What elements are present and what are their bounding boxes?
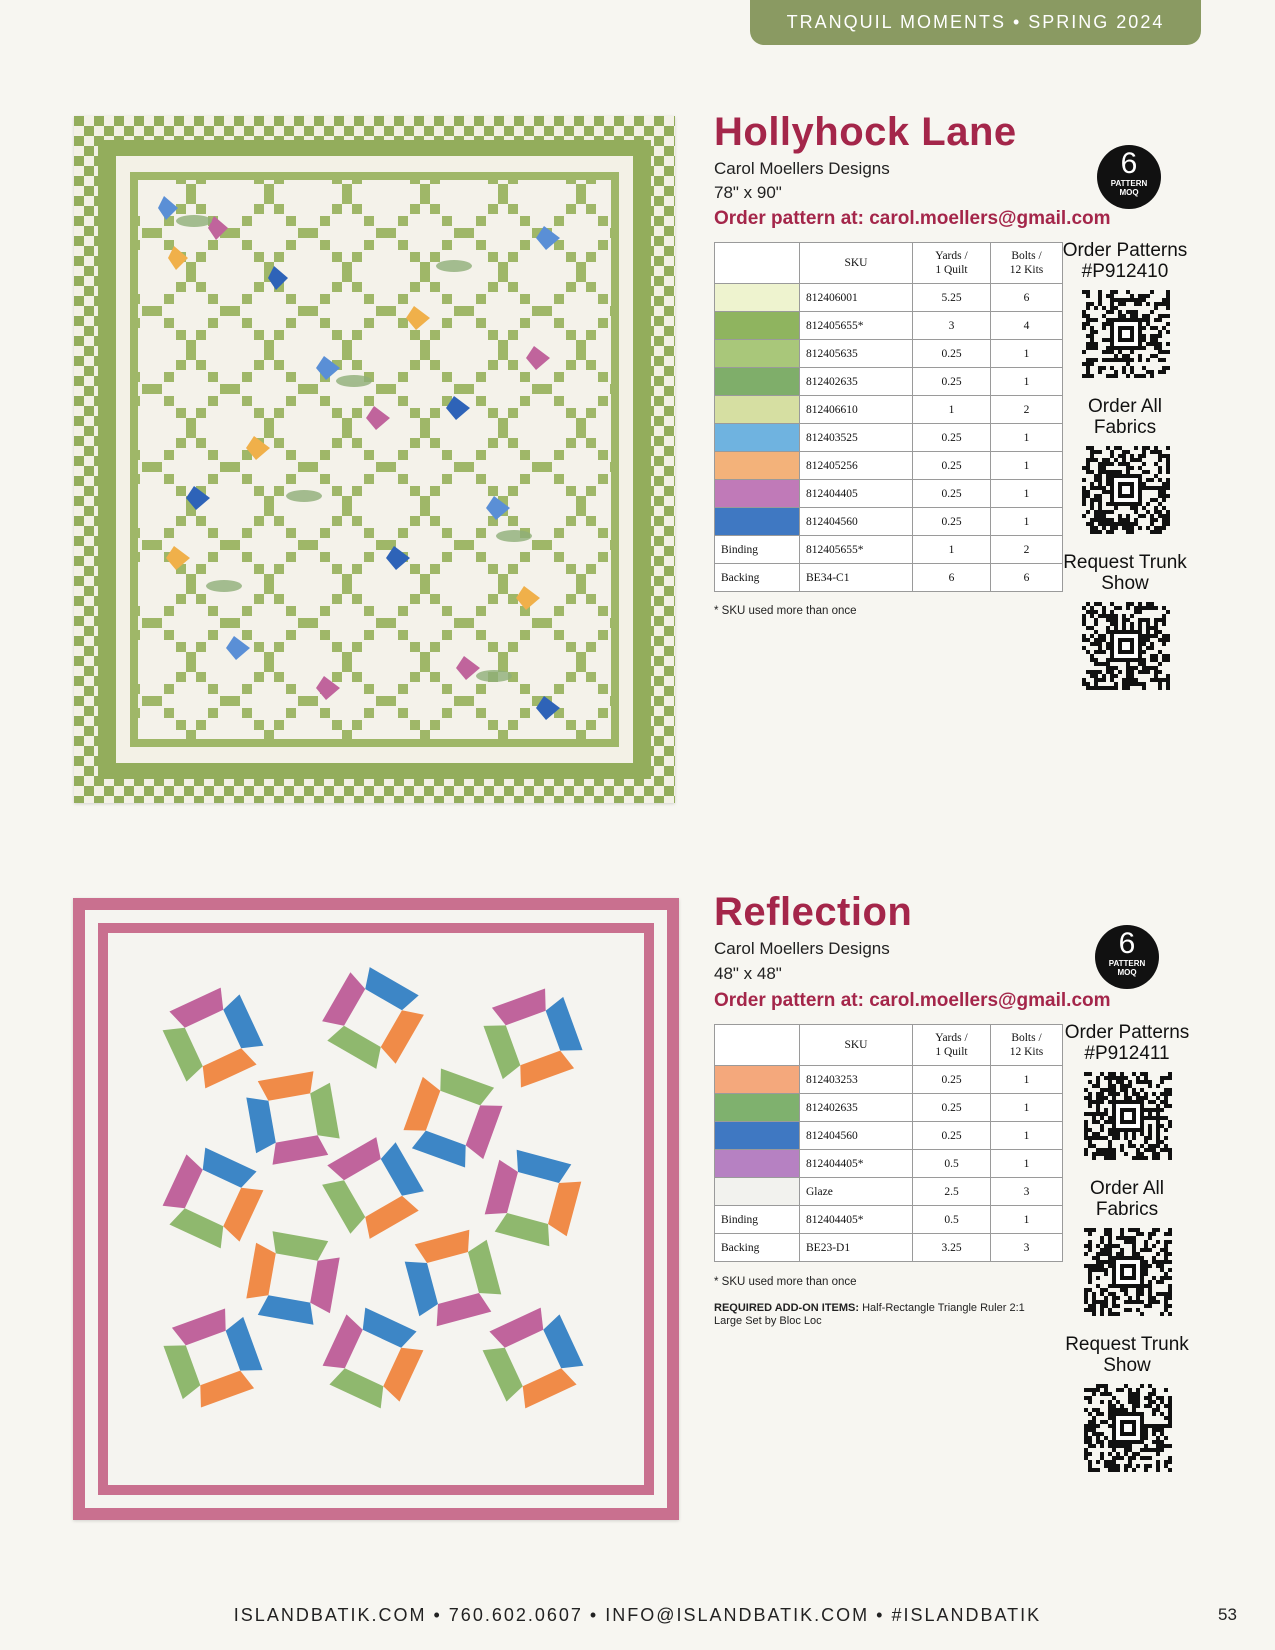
fabric-swatch <box>715 1122 800 1150</box>
table-row <box>715 508 1063 536</box>
yards-cell: 1 <box>913 396 991 424</box>
table-row <box>715 1094 1063 1122</box>
yards-cell: 5.25 <box>913 284 991 312</box>
bolts-header <box>991 243 1063 284</box>
bolts-cell: 1 <box>991 1206 1063 1234</box>
request-trunk-show-label <box>1060 552 1190 594</box>
fabric-swatch <box>715 368 800 396</box>
bolts-cell: 1 <box>991 1150 1063 1178</box>
trunk-show-text: Show <box>1101 573 1149 594</box>
yards-cell: 0.25 <box>913 508 991 536</box>
row-label: Backing <box>715 1234 800 1262</box>
sku-cell: 812405256 <box>800 452 913 480</box>
table-row <box>715 424 1063 452</box>
sku-cell: 812406610 <box>800 396 913 424</box>
fabric-swatch <box>715 312 800 340</box>
order-all-fabrics-label <box>1062 1178 1192 1220</box>
order-fabrics-text: Order All <box>1088 396 1162 417</box>
table-row <box>715 1066 1063 1094</box>
yards-cell: 0.25 <box>913 452 991 480</box>
fabric-swatch <box>715 1150 800 1178</box>
table-row <box>715 284 1063 312</box>
fabric-swatch <box>715 1094 800 1122</box>
moq-label: PATTERN <box>1108 959 1146 968</box>
row-label: Binding <box>715 536 800 564</box>
bolts-cell: 2 <box>991 396 1063 424</box>
moq-label: MOQ <box>1117 968 1137 977</box>
sku-cell: 812402635 <box>800 368 913 396</box>
pattern-title: Reflection <box>714 890 913 934</box>
sku-cell: 812405655* <box>800 312 913 340</box>
fabric-swatch <box>715 424 800 452</box>
bolts-header-line: Bolts / <box>1011 250 1042 262</box>
yards-cell: 2.5 <box>913 1178 991 1206</box>
bolts-cell: 1 <box>991 480 1063 508</box>
order-patterns-qr-code[interactable] <box>1084 1072 1172 1160</box>
bolts-cell: 6 <box>991 284 1063 312</box>
table-header-row <box>715 1025 1063 1066</box>
table-row <box>715 1234 1063 1262</box>
yards-cell: 0.25 <box>913 1094 991 1122</box>
bolts-header-line: Bolts / <box>1011 1032 1042 1044</box>
fabric-swatch <box>715 508 800 536</box>
order-patterns-qr-code[interactable] <box>1082 290 1170 378</box>
fabric-swatch <box>715 284 800 312</box>
table-row <box>715 1150 1063 1178</box>
yards-cell: 0.25 <box>913 340 991 368</box>
order-patterns-text: Order Patterns <box>1064 1022 1190 1043</box>
pattern-moq-badge <box>1097 145 1161 209</box>
fabric-swatch <box>715 1066 800 1094</box>
yards-cell: 6 <box>913 564 991 592</box>
yards-cell: 3 <box>913 312 991 340</box>
pattern-size: 78" x 90" <box>714 183 782 202</box>
sku-cell: 812402635 <box>800 1094 913 1122</box>
order-pattern-email[interactable]: Order pattern at: carol.moellers@gmail.com <box>714 990 1111 1011</box>
order-patterns-label <box>1060 240 1190 282</box>
order-fabrics-qr-code[interactable] <box>1084 1228 1172 1316</box>
required-add-on-items <box>714 1302 1044 1328</box>
bolts-cell: 6 <box>991 564 1063 592</box>
page-number: 53 <box>1218 1605 1237 1624</box>
order-all-fabrics-label <box>1060 396 1190 438</box>
bolts-cell: 1 <box>991 508 1063 536</box>
table-row <box>715 396 1063 424</box>
yards-cell: 0.25 <box>913 424 991 452</box>
bolts-header <box>991 1025 1063 1066</box>
yards-cell: 0.5 <box>913 1206 991 1234</box>
sku-footnote: * SKU used more than once <box>714 605 857 617</box>
order-fabrics-text: Fabrics <box>1095 1199 1159 1220</box>
pattern-number: #P912411 <box>1084 1043 1170 1064</box>
sku-header: SKU <box>800 243 913 284</box>
moq-label: PATTERN <box>1110 179 1148 188</box>
pattern-title: Hollyhock Lane <box>714 110 1017 154</box>
bolts-header-line: 12 Kits <box>1009 1046 1044 1058</box>
order-fabrics-qr-code[interactable] <box>1082 446 1170 534</box>
fabric-swatch <box>715 1178 800 1206</box>
order-fabrics-text: Order All <box>1090 1178 1164 1199</box>
moq-label: MOQ <box>1119 188 1139 197</box>
sku-cell: 812406001 <box>800 284 913 312</box>
table-row <box>715 1178 1063 1206</box>
sku-header: SKU <box>800 1025 913 1066</box>
order-pattern-email[interactable]: Order pattern at: carol.moellers@gmail.com <box>714 208 1111 229</box>
bolts-cell: 1 <box>991 1066 1063 1094</box>
request-trunk-show-label <box>1062 1334 1192 1376</box>
yards-cell: 0.25 <box>913 1066 991 1094</box>
sku-cell: 812404560 <box>800 1122 913 1150</box>
hollyhock-quilt-art <box>74 116 675 803</box>
yards-cell: 0.25 <box>913 368 991 396</box>
bolts-cell: 1 <box>991 1094 1063 1122</box>
trunk-show-qr-code[interactable] <box>1084 1384 1172 1472</box>
footer-contact: ISLANDBATIK.COM • 760.602.0607 • INFO@ISLANDBATIK.COM • #ISLANDBATIK <box>233 1605 1042 1625</box>
yards-header <box>913 1025 991 1066</box>
yards-header-line: 1 Quilt <box>935 1046 968 1058</box>
fabric-swatch <box>715 452 800 480</box>
table-row <box>715 536 1063 564</box>
bolts-cell: 1 <box>991 340 1063 368</box>
yards-cell: 0.25 <box>913 480 991 508</box>
table-header-row <box>715 243 1063 284</box>
fabric-requirements-table <box>714 1024 1063 1262</box>
yards-header-line: Yards / <box>935 1032 968 1044</box>
table-row <box>715 1122 1063 1150</box>
order-fabrics-text: Fabrics <box>1093 417 1157 438</box>
pattern-moq-badge <box>1095 925 1159 989</box>
row-label: Backing <box>715 564 800 592</box>
yards-cell: 3.25 <box>913 1234 991 1262</box>
bolts-cell: 1 <box>991 368 1063 396</box>
fabric-swatch <box>715 480 800 508</box>
reflection-quilt-art <box>73 898 679 1520</box>
sku-cell: 812404560 <box>800 508 913 536</box>
bolts-cell: 1 <box>991 424 1063 452</box>
moq-number: 6 <box>1118 927 1136 960</box>
moq-number: 6 <box>1120 147 1138 180</box>
yards-header-line: Yards / <box>935 250 968 262</box>
yards-cell: 1 <box>913 536 991 564</box>
trunk-show-text: Show <box>1103 1355 1151 1376</box>
bolts-cell: 1 <box>991 452 1063 480</box>
fabric-swatch <box>715 396 800 424</box>
pattern-size: 48" x 48" <box>714 964 782 983</box>
sku-cell: 812404405* <box>800 1206 913 1234</box>
table-row <box>715 564 1063 592</box>
trunk-show-text: Request Trunk <box>1065 1334 1189 1355</box>
order-patterns-label <box>1062 1022 1192 1064</box>
sku-cell: 812403525 <box>800 424 913 452</box>
table-row <box>715 452 1063 480</box>
sku-cell: BE23-D1 <box>800 1234 913 1262</box>
trunk-show-qr-code[interactable] <box>1082 602 1170 690</box>
sku-cell: BE34-C1 <box>800 564 913 592</box>
yards-header-line: 1 Quilt <box>935 264 968 276</box>
swatch-header <box>715 1025 800 1066</box>
sku-cell: 812405635 <box>800 340 913 368</box>
order-patterns-text: Order Patterns <box>1062 240 1188 261</box>
table-row <box>715 312 1063 340</box>
bolts-cell: 4 <box>991 312 1063 340</box>
bolts-cell: 3 <box>991 1178 1063 1206</box>
table-row <box>715 480 1063 508</box>
reflection-quilt-image <box>73 898 679 1520</box>
row-label: Binding <box>715 1206 800 1234</box>
swatch-header <box>715 243 800 284</box>
pattern-designer: Carol Moellers Designs <box>714 939 890 958</box>
sku-footnote: * SKU used more than once <box>714 1276 857 1288</box>
catalog-header-tab: TRANQUIL MOMENTS • SPRING 2024 <box>750 0 1201 45</box>
sku-cell: 812405655* <box>800 536 913 564</box>
bolts-header-line: 12 Kits <box>1009 264 1044 276</box>
bolts-cell: 3 <box>991 1234 1063 1262</box>
pattern-number: #P912410 <box>1081 261 1169 282</box>
table-row <box>715 368 1063 396</box>
sku-cell: Glaze <box>800 1178 913 1206</box>
table-row <box>715 1206 1063 1234</box>
bolts-cell: 2 <box>991 536 1063 564</box>
fabric-requirements-table <box>714 242 1063 592</box>
yards-cell: 0.5 <box>913 1150 991 1178</box>
addon-label: REQUIRED ADD-ON ITEMS: <box>714 1302 860 1314</box>
table-row <box>715 340 1063 368</box>
hollyhock-lane-quilt-image <box>74 116 675 803</box>
sku-cell: 812404405 <box>800 480 913 508</box>
sku-cell: 812404405* <box>800 1150 913 1178</box>
bolts-cell: 1 <box>991 1122 1063 1150</box>
fabric-swatch <box>715 340 800 368</box>
trunk-show-text: Request Trunk <box>1063 552 1187 573</box>
yards-cell: 0.25 <box>913 1122 991 1150</box>
yards-header <box>913 243 991 284</box>
sku-cell: 812403253 <box>800 1066 913 1094</box>
addon-text: Half-Rectangle Triangle Ruler 2:1 Large Set by Bloc Loc <box>714 1302 1025 1327</box>
pattern-designer: Carol Moellers Designs <box>714 159 890 178</box>
